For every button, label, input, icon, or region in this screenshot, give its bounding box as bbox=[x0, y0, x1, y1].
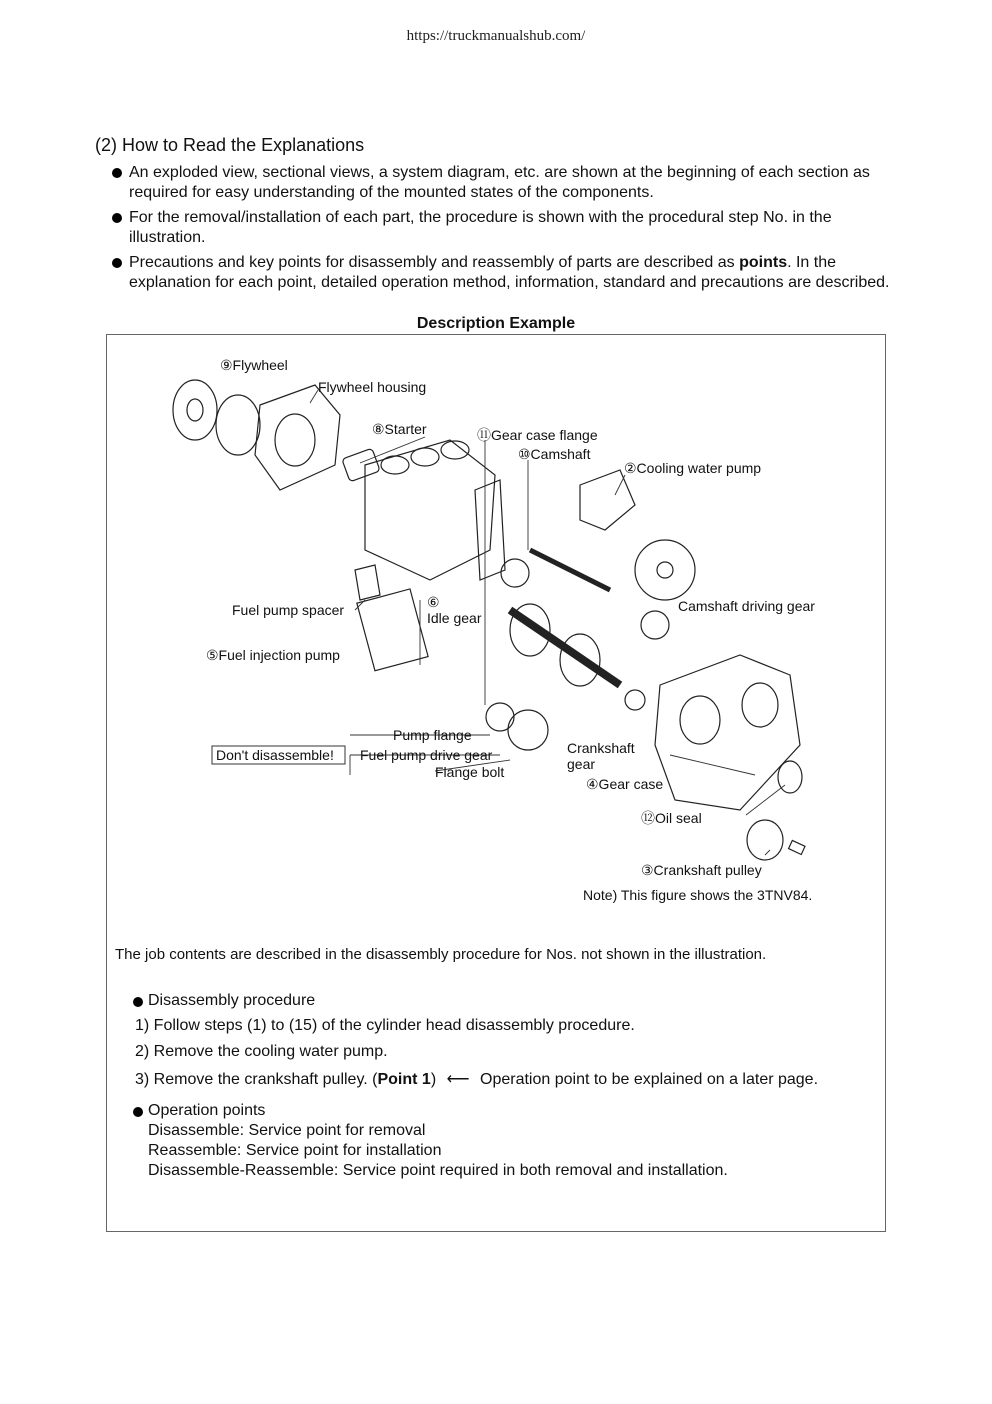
section-title: (2) How to Read the Explanations bbox=[95, 135, 365, 155]
label-camshaft-driving-gear: Camshaft driving gear bbox=[678, 598, 815, 614]
bullet-text: An exploded view, sectional views, a system diagram, etc. are shown at the beginning of each section as required for easy understanding of the mounted states of the components. bbox=[129, 164, 870, 201]
flywheel-shape bbox=[173, 380, 217, 440]
source-url: https://truckmanualshub.com/ bbox=[406, 28, 586, 44]
label-crankshaft-gear-line2: gear bbox=[567, 756, 596, 772]
operation-points-heading bbox=[133, 1102, 265, 1120]
label-crankshaft-gear-line1: Crankshaft bbox=[567, 740, 635, 756]
job-contents-text: The job contents are described in the disassembly procedure for Nos. not shown in the illustration. bbox=[115, 946, 767, 963]
bullet-dot-icon bbox=[112, 168, 122, 178]
fuel-injection-pump-shape bbox=[357, 589, 428, 671]
cylinder-block-shape bbox=[365, 440, 495, 580]
camshaft-shape bbox=[530, 550, 610, 590]
label-idle-gear: Idle gear bbox=[427, 610, 482, 626]
operation-points-heading-text: Operation points bbox=[148, 1102, 266, 1119]
fan-shape bbox=[635, 540, 695, 600]
step3-text-post: ) bbox=[430, 1071, 437, 1088]
flywheel-ring-shape bbox=[216, 395, 260, 455]
bullet-text-pre: Precautions and key points for disassembly and reassembly of parts are described as bbox=[129, 254, 740, 271]
idle-gear-shape bbox=[501, 559, 529, 587]
bullet-dot-icon bbox=[112, 258, 122, 268]
operation-point-line: Disassemble-Reassemble: Service point required in both removal and installation. bbox=[148, 1162, 728, 1179]
exploded-view-diagram bbox=[150, 345, 850, 915]
bullet-dot-icon bbox=[133, 997, 143, 1007]
pump-flange-shape bbox=[486, 703, 514, 731]
label-camshaft: ⑩Camshaft bbox=[518, 446, 591, 462]
step3-point-link: Point 1 bbox=[377, 1071, 431, 1088]
starter-shape bbox=[342, 448, 380, 481]
label-crankshaft-pulley: ③Crankshaft pulley bbox=[641, 862, 762, 878]
procedure-step: 1) Follow steps (1) to (15) of the cylinder head disassembly procedure. bbox=[135, 1017, 635, 1034]
engine-parts-drawing bbox=[173, 380, 805, 860]
bullet-dot-icon bbox=[112, 213, 122, 223]
step3-text-pre: 3) Remove the crankshaft pulley. ( bbox=[135, 1071, 378, 1088]
bullet-dot-icon bbox=[133, 1107, 143, 1117]
label-oil-seal: ⑫Oil seal bbox=[641, 810, 702, 826]
label-fuel-pump-spacer: Fuel pump spacer bbox=[232, 602, 345, 618]
figure-note: Note) This figure shows the 3TNV84. bbox=[583, 887, 813, 903]
bullet-text-post: . In the explanation for each point, detailed operation method, information, standard and precautions are described. bbox=[129, 254, 890, 291]
label-gear-case-flange: ⑪Gear case flange bbox=[477, 427, 598, 443]
label-pump-flange: Pump flange bbox=[393, 727, 472, 743]
operation-point-line: Reassemble: Service point for installation bbox=[148, 1142, 442, 1159]
crankshaft-gear-shape bbox=[625, 690, 645, 710]
label-flywheel: ⑨Flywheel bbox=[220, 357, 288, 373]
operation-point-line: Disassemble: Service point for removal bbox=[148, 1122, 426, 1139]
bullet-item bbox=[112, 253, 912, 293]
crankshaft-pulley-shape bbox=[747, 820, 783, 860]
left-arrow-icon: ⟵ bbox=[446, 1071, 470, 1088]
label-fuel-pump-drive-gear: Fuel pump drive gear bbox=[360, 747, 493, 763]
gear-case-flange-shape bbox=[475, 480, 505, 580]
bullet-item bbox=[112, 163, 912, 203]
bullet-item bbox=[112, 208, 912, 248]
label-fuel-injection-pump: ⑤Fuel injection pump bbox=[206, 647, 340, 663]
bullet-text: For the removal/installation of each part, the procedure is shown with the procedural step No. in the illustration. bbox=[129, 209, 832, 246]
label-flange-bolt: Flange bolt bbox=[435, 764, 505, 780]
explanation-bullets bbox=[112, 163, 912, 298]
procedure-step-3 bbox=[135, 1069, 818, 1089]
camshaft-driving-gear-shape bbox=[641, 611, 669, 639]
label-flywheel-housing: Flywheel housing bbox=[318, 379, 427, 395]
flywheel-housing-shape bbox=[255, 385, 340, 490]
label-gear-case: ④Gear case bbox=[586, 776, 664, 792]
water-pump-shape bbox=[580, 470, 635, 530]
disassembly-procedure-heading bbox=[133, 992, 315, 1010]
procedure-step: 2) Remove the cooling water pump. bbox=[135, 1043, 388, 1060]
bullet-text-bold: points bbox=[739, 254, 788, 271]
gear-case-shape bbox=[655, 655, 800, 810]
label-cooling-water-pump: ②Cooling water pump bbox=[624, 460, 762, 476]
crankshaft-shape bbox=[510, 610, 620, 685]
step3-note: Operation point to be explained on a later page. bbox=[480, 1071, 819, 1088]
label-starter: ⑧Starter bbox=[372, 421, 427, 437]
label-dont-disassemble: Don't disassemble! bbox=[216, 747, 334, 763]
example-title: Description Example bbox=[416, 315, 576, 332]
fuel-pump-drive-gear-shape bbox=[508, 710, 548, 750]
label-idle-gear-number: ⑥ bbox=[427, 594, 440, 610]
procedure-heading-text: Disassembly procedure bbox=[148, 992, 316, 1009]
fuel-pump-spacer-shape bbox=[355, 565, 380, 600]
oil-seal-shape bbox=[778, 761, 802, 793]
